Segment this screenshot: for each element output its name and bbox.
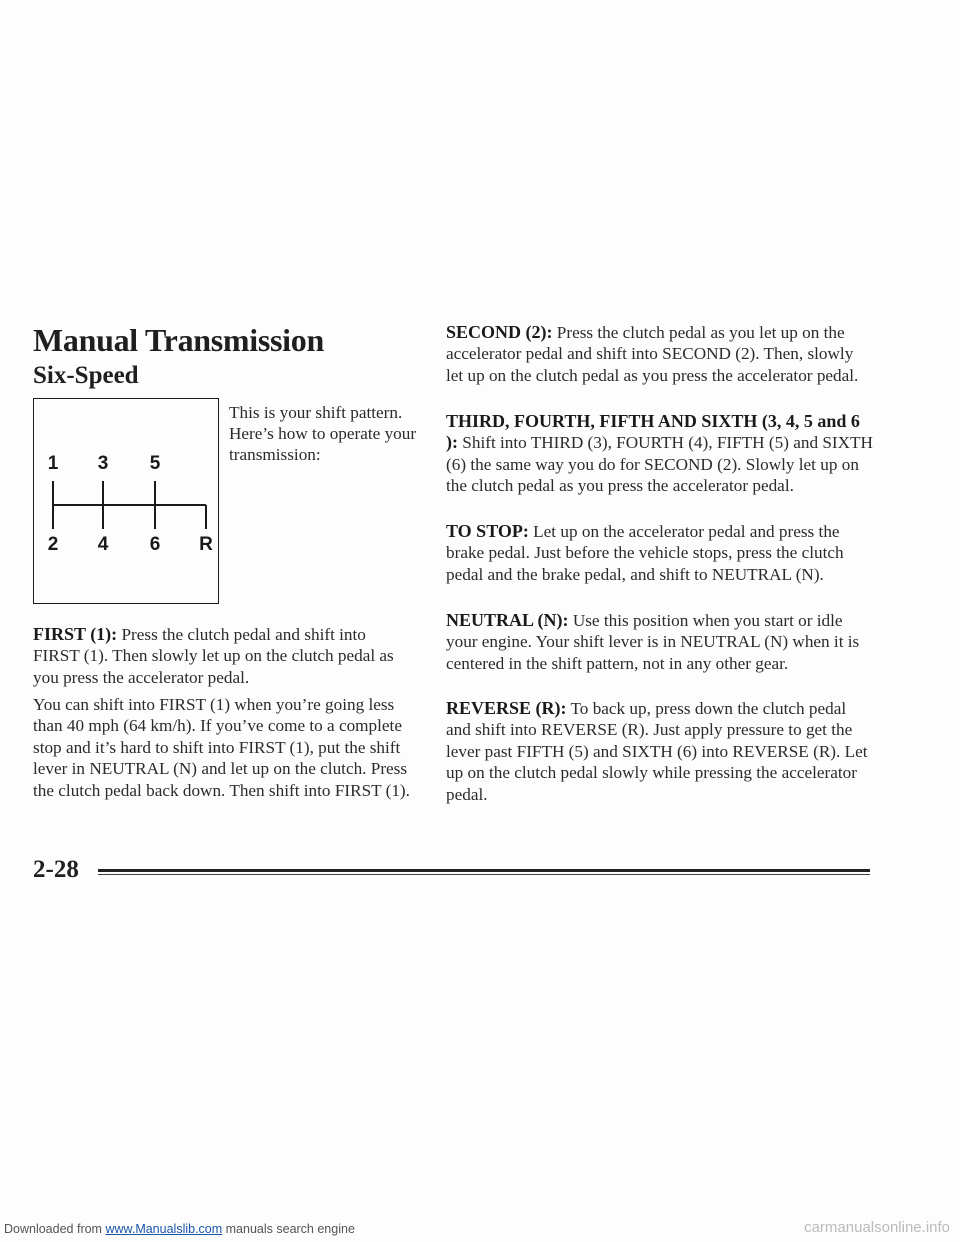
gear-label-5: 5 bbox=[149, 453, 161, 474]
to-stop-text: Let up on the accelerator pedal and press the brake pedal. Just before the vehicle stops, press the clutch pedal and the brake pedal, and shift to NEUTRAL (N). bbox=[446, 522, 844, 584]
intro-paragraph: This is your shift pattern. Here’s how to operate your transmission: bbox=[229, 403, 417, 464]
second-gear-paragraph bbox=[446, 322, 874, 386]
page-number: 2-28 bbox=[33, 856, 79, 883]
page-title: Manual Transmission bbox=[33, 322, 324, 358]
gear-label-r: R bbox=[199, 534, 213, 555]
gear-label-4: 4 bbox=[97, 534, 109, 555]
download-banner bbox=[4, 1222, 355, 1236]
second-gear-label: SECOND (2): bbox=[446, 322, 553, 342]
to-stop-label: TO STOP: bbox=[446, 521, 529, 541]
third-to-sixth-label: THIRD, FOURTH, FIFTH AND SIXTH (3, 4, 5 and 6 ): bbox=[446, 411, 860, 453]
neutral-paragraph bbox=[446, 610, 874, 674]
banner-suffix: manuals search engine bbox=[222, 1222, 355, 1236]
neutral-label: NEUTRAL (N): bbox=[446, 610, 569, 630]
footer-rule-thin bbox=[98, 874, 870, 875]
second-gear-text: Press the clutch pedal as you let up on the accelerator pedal and shift into SECOND (2). Then, slowly let up on the clutch pedal as you press the accelerator pedal. bbox=[446, 323, 859, 385]
gear-label-1: 1 bbox=[47, 453, 59, 474]
banner-prefix: Downloaded from bbox=[4, 1222, 106, 1236]
shift-pattern-diagram bbox=[33, 398, 219, 604]
third-to-sixth-text: Shift into THIRD (3), FOURTH (4), FIFTH (5) and SIXTH (6) the same way you do for SECOND (2). Slowly let up on the clutch pedal as you press the accelerator pedal. bbox=[446, 433, 873, 496]
gear-label-2: 2 bbox=[47, 534, 59, 555]
site-watermark: carmanualsonline.info bbox=[804, 1219, 950, 1236]
third-to-sixth-paragraph bbox=[446, 411, 874, 497]
footer-rule bbox=[98, 869, 870, 872]
gear-label-6: 6 bbox=[149, 534, 161, 555]
manualslib-link[interactable]: www.Manualslib.com bbox=[105, 1222, 223, 1236]
shift-pattern-lines bbox=[34, 399, 220, 605]
first-gear-text: Press the clutch pedal and shift into FIRST (1). Then slowly let up on the clutch pedal as you press the accelerator pedal. bbox=[33, 625, 394, 687]
to-stop-paragraph bbox=[446, 521, 874, 585]
reverse-text: To back up, press down the clutch pedal and shift into REVERSE (R). Just apply pressure to get the lever past FIFTH (5) and SIXTH (6) into REVERSE (R). Let up on the clutch pedal slowly while pressing the accelerator pedal. bbox=[446, 699, 868, 804]
gear-label-3: 3 bbox=[97, 453, 109, 474]
section-subtitle: Six-Speed bbox=[33, 362, 139, 389]
first-gear-label: FIRST (1): bbox=[33, 624, 118, 644]
neutral-text: Use this position when you start or idle your engine. Your shift lever is in NEUTRAL (N) when it is centered in the shift pattern, not in any other gear. bbox=[446, 611, 860, 673]
first-gear-paragraph bbox=[33, 624, 403, 688]
first-gear-note: You can shift into FIRST (1) when you’re going less than 40 mph (64 km/h). If you’ve come to a complete stop and it’s hard to shift into FIRST (1), put the shift lever in NEUTRAL (N) and let up on the clutch. Press the clutch pedal back down. Then shift into FIRST (1). bbox=[33, 695, 410, 800]
reverse-label: REVERSE (R): bbox=[446, 698, 567, 718]
reverse-paragraph bbox=[446, 698, 874, 805]
